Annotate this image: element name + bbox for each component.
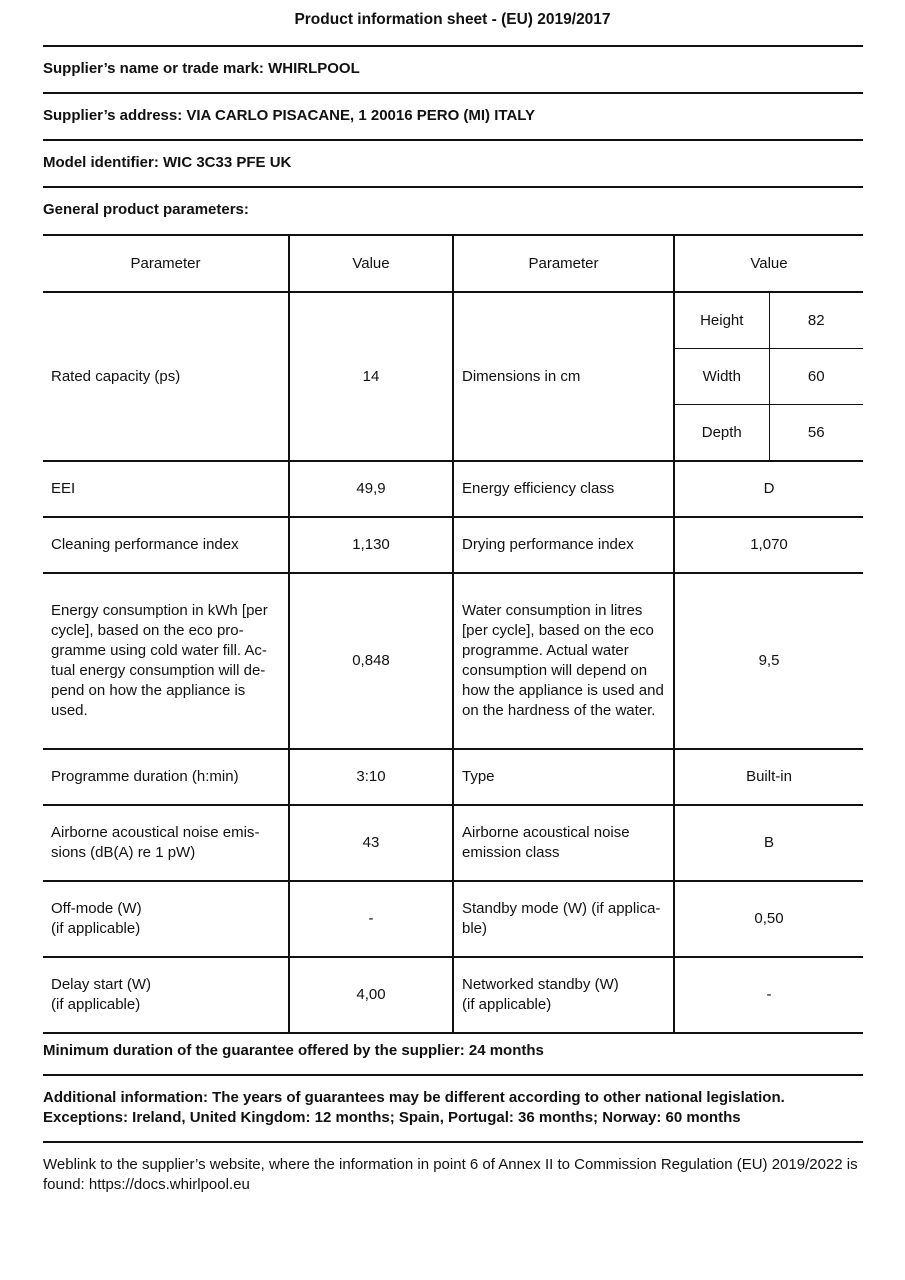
energy-consumption-value: 0,848 — [289, 573, 453, 749]
divider — [43, 186, 863, 188]
cleaning-index-label: Cleaning performance index — [43, 517, 289, 573]
type-value: Built-in — [674, 749, 863, 805]
parameters-table — [43, 234, 863, 1034]
noise-class-label: Airborne acoustical noise emission class — [453, 805, 674, 881]
table-row — [43, 517, 863, 573]
rated-capacity-value: 14 — [289, 292, 453, 461]
standby-mode-label: Standby mode (W) (if applicable) — [453, 881, 674, 957]
sheet-title: Product information sheet - (EU) 2019/2017 — [294, 11, 611, 28]
drying-index-label: Drying performance index — [453, 517, 674, 573]
type-label: Type — [453, 749, 674, 805]
width-value: 60 — [769, 349, 863, 405]
programme-duration-label: Programme duration (h:min) — [43, 749, 289, 805]
off-mode-label: Off-mode (W) (if applicable) — [43, 881, 289, 957]
off-mode-value: - — [289, 881, 453, 957]
depth-label: Depth — [675, 405, 769, 461]
standby-mode-value: 0,50 — [674, 881, 863, 957]
divider — [43, 45, 863, 47]
eei-value: 49,9 — [289, 461, 453, 517]
delay-start-value: 4,00 — [289, 957, 453, 1033]
header-value: Value — [674, 235, 863, 292]
water-consumption-label: Water consumption in litres [per cycle], based on the eco programme. Actual water consumption will depend on how the appliance is used and on the hardness of the water. — [453, 573, 674, 749]
delay-start-label: Delay start (W) (if applicable) — [43, 957, 289, 1033]
cleaning-index-value: 1,130 — [289, 517, 453, 573]
noise-class-value: B — [674, 805, 863, 881]
energy-class-value: D — [674, 461, 863, 517]
table-row — [43, 805, 863, 881]
header-value: Value — [289, 235, 453, 292]
height-value: 82 — [807, 311, 825, 329]
supplier-address: Supplier’s address: VIA CARLO PISACANE, 1 20016 PERO (MI) ITALY — [43, 107, 536, 124]
table-row — [43, 573, 863, 749]
supplier-name: Supplier’s name or trade mark: WHIRLPOOL — [43, 60, 360, 77]
model-identifier: Model identifier: WIC 3C33 PFE UK — [43, 154, 292, 171]
table-row — [43, 881, 863, 957]
header-parameter: Parameter — [453, 235, 674, 292]
guarantee-text: Minimum duration of the guarantee offered by the supplier: 24 months — [43, 1042, 544, 1059]
networked-standby-value: - — [674, 957, 863, 1033]
divider — [43, 1141, 863, 1143]
dimensions-subtable — [675, 293, 863, 460]
networked-standby-label: Networked standby (W) (if applicable) — [453, 957, 674, 1033]
water-consumption-value: 9,5 — [674, 573, 863, 749]
divider — [43, 92, 863, 94]
table-row — [43, 461, 863, 517]
eei-label: EEI — [43, 461, 289, 517]
noise-emissions-value: 43 — [289, 805, 453, 881]
supplier-weblink: Weblink to the supplier’s website, where the information in point 6 of Annex II to Commission Regulation (EU) 2019/2022 is found: https://docs.whirlpool.eu — [43, 1156, 858, 1193]
table-header-row — [43, 235, 863, 292]
noise-emissions-label: Airborne acoustical noise emissions (dB(A) re 1 pW) — [43, 805, 289, 881]
width-label: Width — [675, 349, 769, 405]
header-parameter: Parameter — [43, 235, 289, 292]
dimensions-label: Dimensions in cm — [453, 292, 674, 461]
energy-class-label: Energy efficiency class — [453, 461, 674, 517]
table-row — [43, 957, 863, 1033]
height-label: Height — [675, 293, 769, 349]
table-row — [43, 292, 863, 461]
programme-duration-value: 3:10 — [289, 749, 453, 805]
depth-value: 56 — [769, 405, 863, 461]
dimensions-cell — [674, 292, 863, 461]
rated-capacity-label: Rated capacity (ps) — [43, 292, 289, 461]
divider — [43, 1074, 863, 1076]
energy-consumption-label: Energy consumption in kWh [per cycle], based on the eco programme using cold water fill. Actual energy consumption will depend on how the appliance is used. — [43, 573, 289, 749]
divider — [43, 139, 863, 141]
table-row — [43, 749, 863, 805]
general-params-heading: General product parameters: — [43, 201, 249, 218]
additional-info: Additional information: The years of guarantees may be different according to other national legislation. Exceptions: Ireland, United Kingdom: 12 months; Spain, Portugal: 36 months; Norway: 60 months — [43, 1089, 785, 1126]
drying-index-value: 1,070 — [674, 517, 863, 573]
